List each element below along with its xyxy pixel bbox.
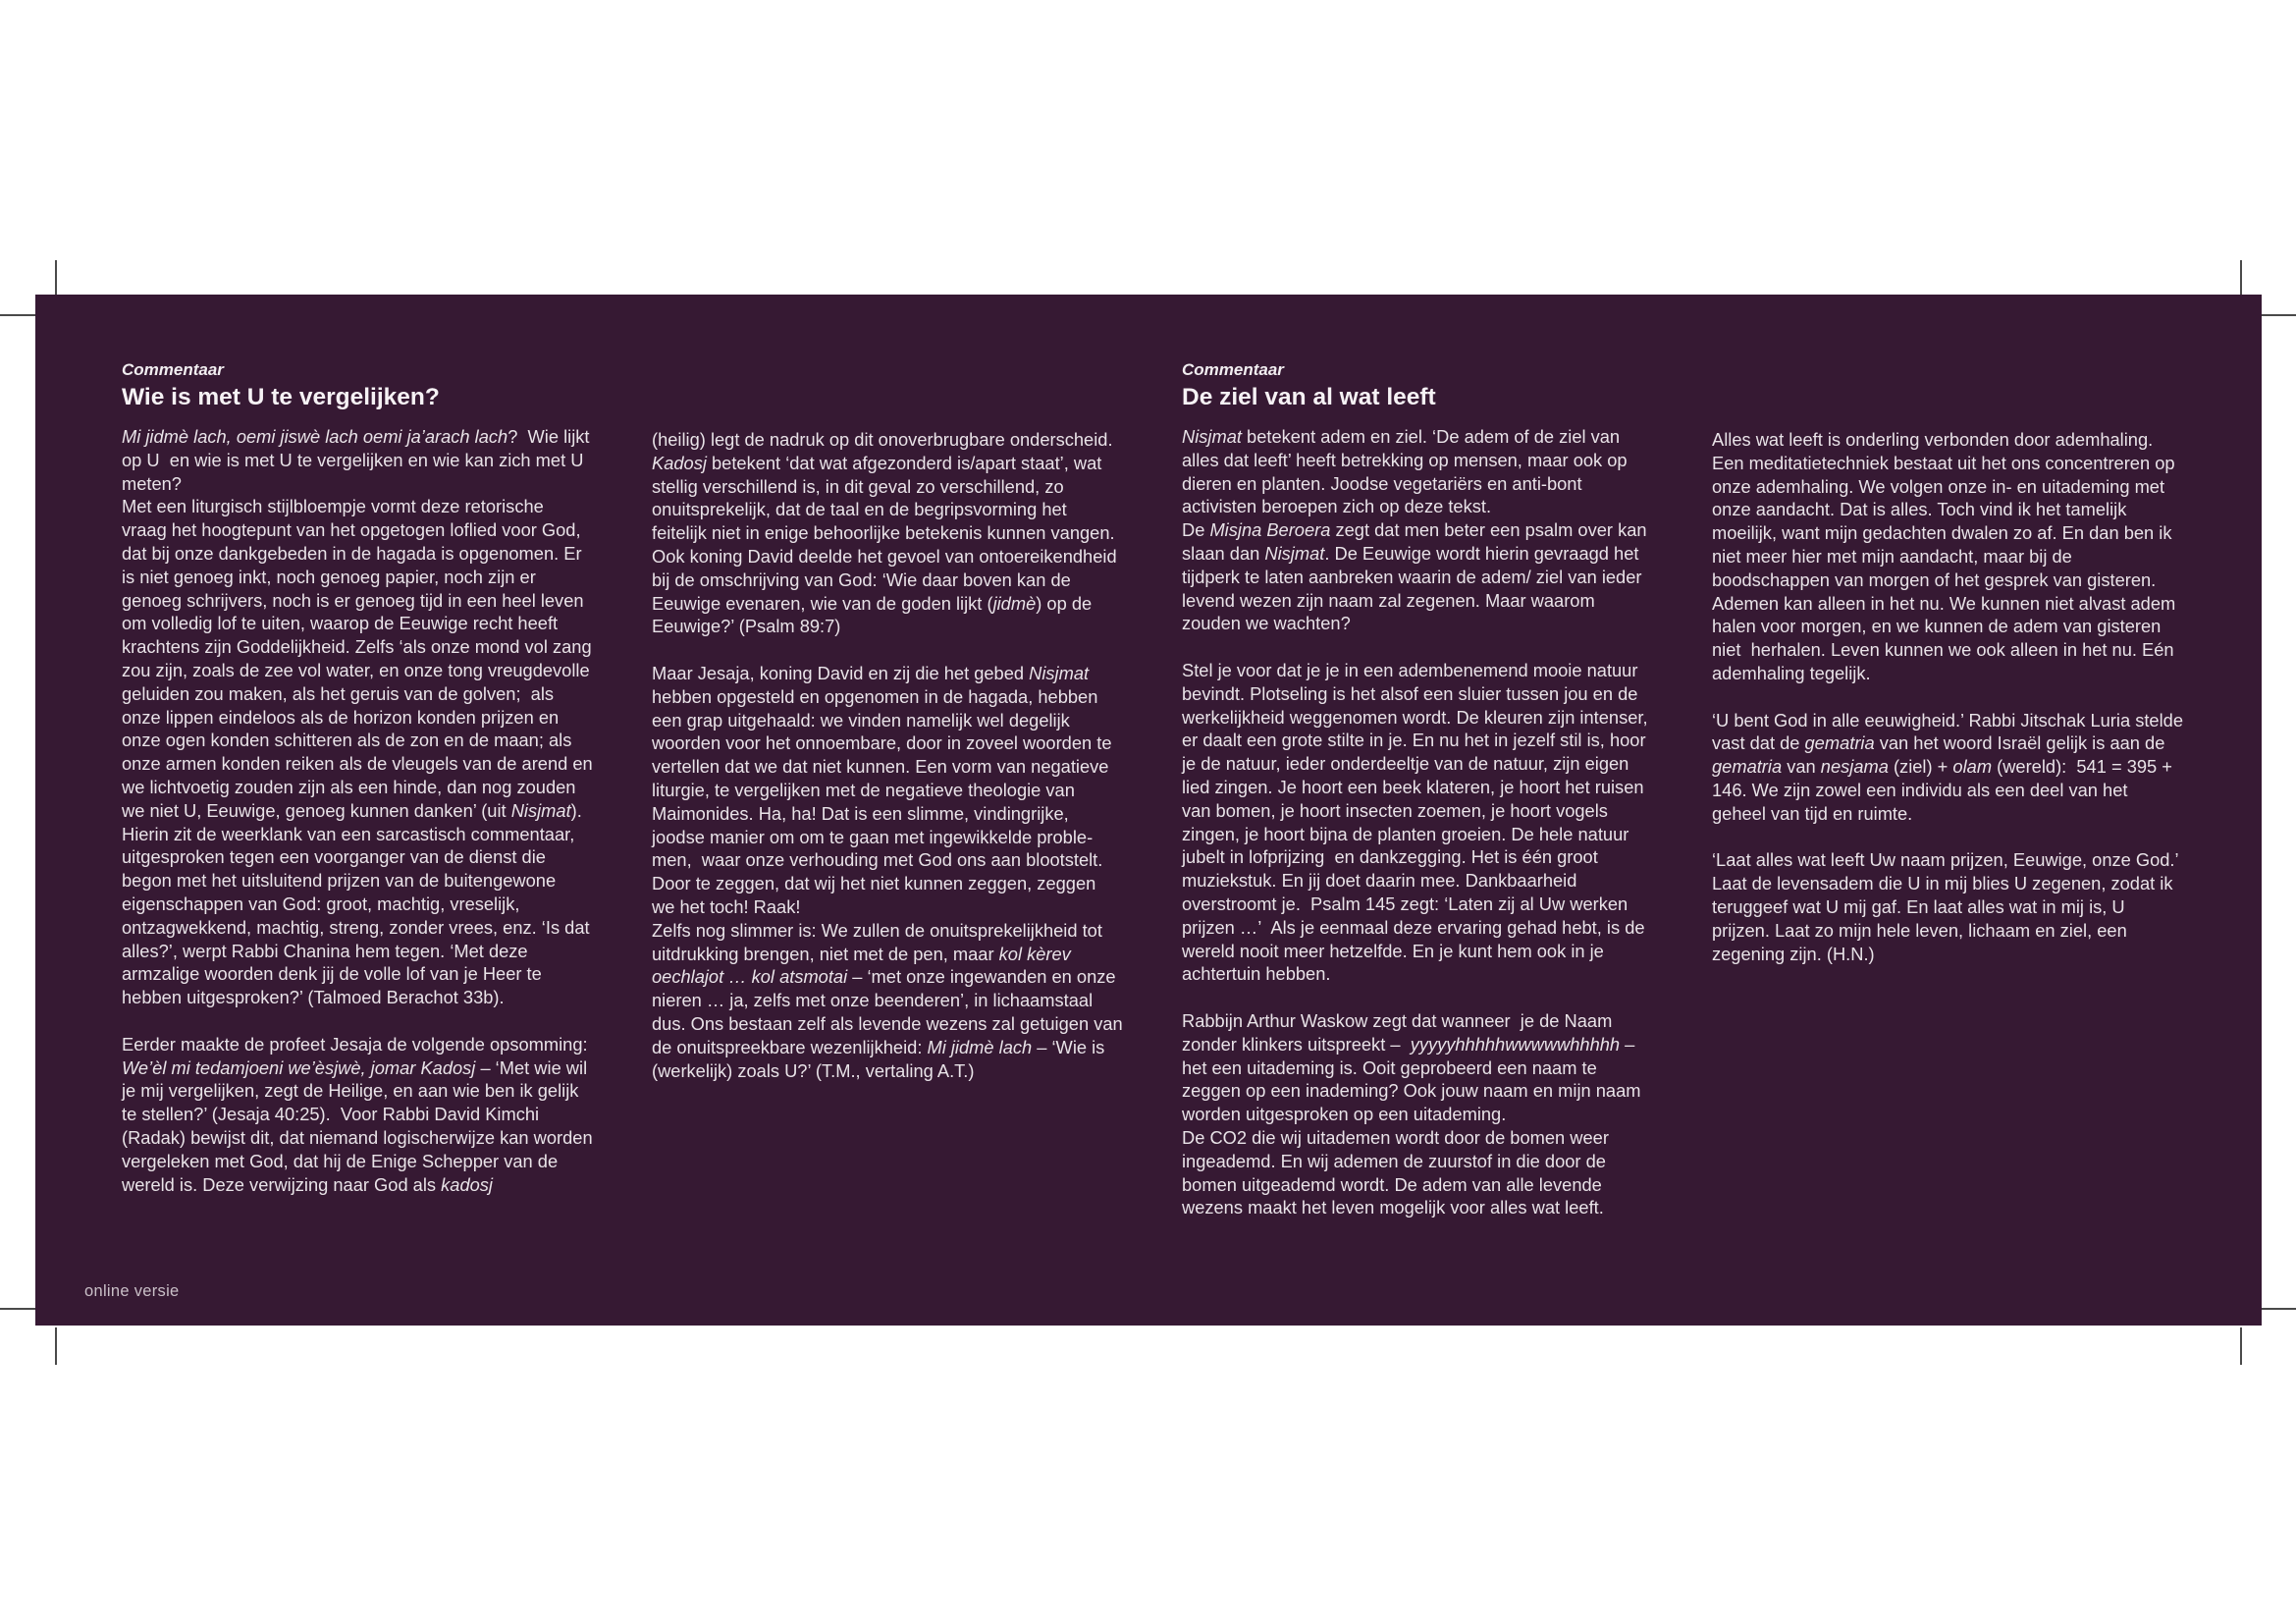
crop-mark [55, 1327, 57, 1365]
crop-mark [2240, 1327, 2242, 1365]
page-spread [35, 295, 2262, 1326]
paragraph: Mi jidmè lach, oemi jiswè lach oemi ja’arach lach? Wie lijkt op U en wie is met U te vergelijken en wie kan zich met U meten? Met een liturgisch stijlbloempje vormt deze retorische vraag het hoogtepunt van het opgetogen loflied voor God, dat bij onze dankgebeden in de hagada is opgenomen. Er is niet genoeg inkt, noch genoeg papier, noch zijn er genoeg schrijvers, noch is er genoeg tijd in een heel leven om volledig lof te uiten, waarop de Eeuwige recht heeft krachtens zijn Goddelijkheid. Zelfs ‘als onze mond vol zang zou zijn, zoals de zee vol water, en onze tong vreugdevolle geluiden zou maken, als het geruis van de golven; als onze lippen eindeloos als de horizon konden prijzen en onze ogen konden schitteren als de zon en de maan; als onze armen konden reiken als de vleugels van de arend en we lichtvoetig zouden zijn als een hinde, dan nog zouden we niet U, Eeuwige, genoeg kunnen danken’ (uit Nisjmat). Hierin zit de weerklank van een sarcastisch commentaar, uitgesproken tegen een voorganger van de dienst die begon met het uitsluitend prijzen van de buitengewone eigenschappen van God: groot, machtig, vreselijk, ontzagwekkend, machtig, streng, zonder vrees, enz. ‘Is dat alles?’, werpt Rabbi Chanina hem tegen. ‘Met deze armzalige woorden denk jij de volle lof van je Heer te hebben uitgesproken?’ (Talmoed Berachot 33b). [122, 426, 593, 1008]
crop-mark [2259, 314, 2296, 316]
left-page-column-2 [652, 428, 1123, 1082]
paragraph: Alles wat leeft is onderling verbonden door ademhaling. Een meditatietechniek bestaat uit het ons concentreren op onze ademhaling. We volgen onze in- en uitademing met onze aandacht. Dat is alles. Toch vind ik het tamelijk moeilijk, want mijn gedachten dwalen zo af. En dan ben ik niet meer hier met mijn aandacht, maar bij de boodschappen van morgen of het gesprek van gisteren. Ademen kan alleen in het nu. We kunnen niet alvast adem halen voor morgen, en we kunnen de adem van gisteren niet herhalen. Leven kunnen we ook alleen in het nu. Eén ademhaling tegelijk. [1712, 429, 2176, 683]
left-page-title: Wie is met U te vergelijken? [122, 384, 440, 410]
crop-mark [55, 260, 57, 298]
paragraph: Stel je voor dat je je in een adembenemend mooie natuur bevindt. Plotseling is het alsof een sluier tussen jou en de werkelijkheid weggenomen wordt. De kleuren zijn intenser, er daalt een grote stilte in je. En nu het in jezelf stil is, hoor je de natuur, ieder onderdeeltje van de natuur, zijn eigen lied zingen. Je hoort een beek klateren, je hoort het ruisen van bomen, je hoort insecten zoemen, je hoort vogels zingen, je hoort bijna de planten groeien. De hele natuur jubelt in lofprijzing en dankzegging. Het is één groot muziekstuk. En jij doet daarin mee. Dankbaarheid overstroomt je. Psalm 145 zegt: ‘Laten zij al Uw werken prijzen …’ Als je eenmaal deze ervaring gehad hebt, is de wereld nooit meer hetzelfde. En je kunt hem ook in je achtertuin hebben. [1182, 659, 1648, 985]
crop-mark [2240, 260, 2242, 298]
footer-label: online versie [84, 1282, 180, 1300]
paragraph: ‘Laat alles wat leeft Uw naam prijzen, Eeuwige, onze God.’ Laat de levensadem die U in mij blies U zegenen, zodat ik teruggeef wat U mij gaf. En laat alles wat in mij is, U prijzen. Laat zo mijn hele leven, lichaam en ziel, een zegening zijn. (H.N.) [1712, 849, 2178, 964]
paragraph: ‘U bent God in alle eeuwigheid.’ Rabbi Jitschak Luria stelde vast dat de gematria van het woord Israël gelijk is aan de gematria van nesjama (ziel) + olam (wereld): 541 = 395 + 146. We zijn zowel een individu als een deel van het geheel van tijd en ruimte. [1712, 709, 2183, 824]
paragraph: (heilig) legt de nadruk op dit onoverbrugbare onderscheid. Kadosj betekent ‘dat wat afgezonderd is/apart staat’, wat stellig verschillend is, in dit geval zo verschillend, zo onuitsprekelijk, dat de taal en de begripsvorming het feitelijk niet in enige behoorlijke betekenis kunnen vangen. Ook koning David deelde het gevoel van ontoereikendheid bij de omschrijving van God: ‘Wie daar boven kan de Eeuwige evenaren, wie van de goden lijkt (jidmè) op de Eeuwige?’ (Psalm 89:7) [652, 429, 1117, 637]
right-kicker: Commentaar [1182, 360, 1284, 379]
paragraph: Eerder maakte de profeet Jesaja de volgende opsomming: We’èl mi tedamjoeni we’èsjwè, jomar Kadosj – ‘Met wie wil je mij vergelijken, zegt de Heilige, en aan wie ben ik gelijk te stellen?’ (Jesaja 40:25). Voor Rabbi David Kimchi (Radak) bewijst dit, dat niemand logischerwijze kan worden vergeleken met God, dat hij de Enige Schepper van de wereld is. Deze verwijzing naar God als kadosj [122, 1033, 593, 1195]
paragraph: Rabbijn Arthur Waskow zegt dat wanneer je de Naam zonder klinkers uitspreekt – yyyyyhhhhhwwwwwhhhhh – het een uitademing is. Ooit geprobeerd een naam te zeggen op een inademing? Ook jouw naam en mijn naam worden uitgesproken op een uitademing. De CO2 die wij uitademen wordt door de bomen weer ingeademd. En wij ademen de zuurstof in die door de bomen uitgeademd wordt. De adem van alle levende wezens maakt het leven mogelijk voor alles wat leeft. [1182, 1009, 1641, 1218]
right-page-column-2 [1712, 428, 2183, 965]
crop-mark [2259, 1308, 2296, 1310]
left-page-column-1 [122, 359, 593, 1196]
crop-mark [0, 314, 37, 316]
right-page-title: De ziel van al wat leeft [1182, 384, 1436, 410]
crop-mark [0, 1308, 37, 1310]
left-kicker: Commentaar [122, 360, 224, 379]
paragraph: Nisjmat betekent adem en ziel. ‘De adem of de ziel van alles dat leeft’ heeft betrekking op mensen, maar ook op dieren en planten. Joodse vegetariërs en anti-bont activisten beroepen zich op deze tekst. De Misjna Beroera zegt dat men beter een psalm over kan slaan dan Nisjmat. De Eeuwige wordt hierin gevraagd het tijdperk te laten aanbreken waarin de adem/ ziel van ieder levend wezen zijn naam zal zegenen. Maar waarom zouden we wachten? [1182, 426, 1647, 634]
paragraph: Maar Jesaja, koning David en zij die het gebed Nisjmat hebben opgesteld en opgenomen in de hagada, hebben een grap uitgehaald: we vinden namelijk wel degelijk woorden voor het onnoembare, door in zoveel woorden te vertellen dat we dat niet kunnen. Een vorm van negatieve liturgie, te vergelijken met de negatieve theologie van Maimonides. Ha, ha! Dat is een slimme, vindingrijke, joodse manier om om te gaan met ingewikkelde problemen, waar onze verhouding met God ons aan blootstelt. Door te zeggen, dat wij het niet kunnen zeggen, zeggen we het toch! Raak! Zelfs nog slimmer is: We zullen de onuitsprekelijkheid tot uitdrukking brengen, niet met de pen, maar kol kèrev oechlajot … kol atsmotai – ‘met onze ingewanden en onze nieren … ja, zelfs met onze beenderen’, in lichaamstaal dus. Ons bestaan zelf als levende wezens zal getuigen van de onuitspreekbare wezenlijkheid: Mi jidmè lach – ‘Wie is (werkelijk) zoals U?’ (T.M., vertaling A.T.) [652, 662, 1123, 1081]
right-page-column-1 [1182, 359, 1653, 1219]
